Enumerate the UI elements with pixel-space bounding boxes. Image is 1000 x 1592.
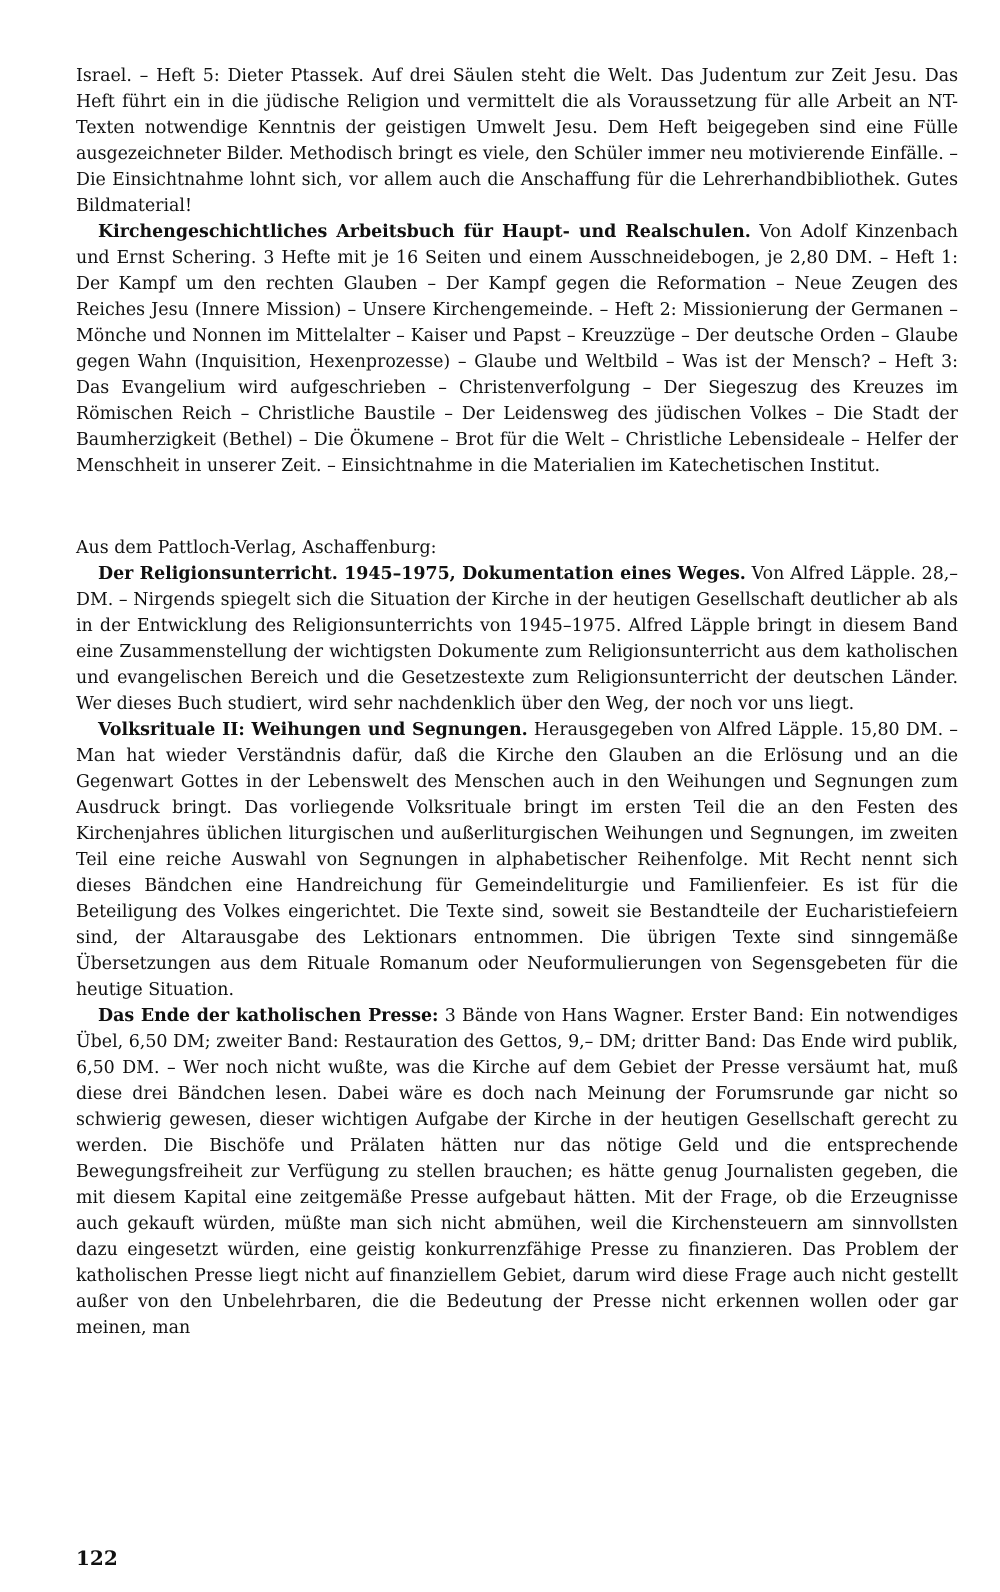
entry-body: Von Adolf Kinzenbach und Ernst Schering. 3 Hefte mit je 16 Seiten und einem Ausschneidebogen, je 2,80 DM. – Heft 1: Der Kampf um den rechten Glauben – Der Kampf gegen die Reformation – Neue Zeugen des Reiches Jesu (Innere Mission) – Unsere Kirchengemeinde. – Heft 2: Missionierung der Germanen – Mönche und Nonnen im Mittelalter – Kaiser und Papst – Kreuzzüge – Der deutsche Orden – Glaube gegen Wahn (Inquisition, Hexenprozesse) – Glaube und Weltbild – Was ist der Mensch? – Heft 3: Das Evangelium wird aufgeschrieben – Christenverfolgung – Der Siegeszug des Kreuzes im Römischen Reich – Christliche Baustile – Der Leidensweg des jüdischen Volkes – Die Stadt der Baumherzigkeit (Bethel) – Die Ökumene – Brot für die Welt – Christliche Lebensideale – Helfer der Menschheit in unserer Zeit. – Einsichtnahme in die Materialien im Katechetischen Institut. [76,222,959,476]
review-entry-religionsunterricht [76,561,958,717]
entry-title: Kirchengeschichtliches Arbeitsbuch für Haupt- und Realschulen. [98,222,751,242]
entry-body: Herausgegeben von Alfred Läpple. 15,80 DM. – Man hat wieder Verständnis dafür, daß die Kirche den Glauben an die Erlösung und an die Gegenwart Gottes in der Lebenswelt des Menschen auch in den Weihungen und Segnungen zum Ausdruck bringt. Das vorliegende Volksrituale bringt im ersten Teil die an den Festen des Kirchenjahres üblichen liturgischen und außerliturgischen Weihungen und Segnungen, im zweiten Teil eine reiche Auswahl von Segnungen in alphabetischer Reihenfolge. Mit Recht nennt sich dieses Bändchen eine Handreichung für Gemeindeliturgie und Familienfeier. Es ist für die Beteiligung des Volkes eingerichtet. Die Texte sind, soweit sie Bestandteile der Eucharistiefeiern sind, der Altarausgabe des Lektionars entnommen. Die übrigen Texte sind sinngemäße Übersetzungen aus dem Rituale Romanum oder Neuformulierungen von Segensgebeten für die heutige Situation. [76,720,959,1000]
entry-title: Volksrituale II: Weihungen und Segnungen. [98,720,528,740]
section-heading: Aus dem Pattloch-Verlag, Aschaffenburg: [76,538,437,558]
review-entry-katholische-presse [76,1003,958,1341]
continuation-paragraph: Israel. – Heft 5: Dieter Ptassek. Auf drei Säulen steht die Welt. Das Judentum zur Zeit Jesu. Das Heft führt ein in die jüdische Religion und vermittelt die als Voraussetzung für alle Arbeit an NT-Texten notwendige Kenntnis der geistigen Umwelt Jesu. Dem Heft beigegeben sind eine Fülle ausgezeichneter Bilder. Methodisch bringt es viele, den Schüler immer neu motivierende Einfälle. – Die Einsichtnahme lohnt sich, vor allem auch die Anschaffung für die Lehrerhandbibliothek. Gutes Bildmaterial! [76,66,958,216]
entry-body: 3 Bände von Hans Wagner. Erster Band: Ein notwendiges Übel, 6,50 DM; zweiter Band: Restauration des Gettos, 9,– DM; dritter Band: Das Ende wird publik, 6,50 DM. – Wer noch nicht wußte, was die Kirche auf dem Gebiet der Presse versäumt hat, muß diese drei Bändchen lesen. Dabei wäre es doch nach Meinung der Forumsrunde gar nicht so schwierig gewesen, dieser wichtigen Aufgabe der Kirche in der heutigen Gesellschaft gerecht zu werden. Die Bischöfe und Prälaten hätten nur das nötige Geld und die entsprechende Bewegungsfreiheit zur Verfügung zu stellen brauchen; es hätte genug Journalisten gegeben, die mit diesem Kapital eine zeitgemäße Presse aufgebaut hätten. Mit der Frage, ob die Erzeugnisse auch gekauft würden, müßte man sich nicht abmühen, weil die Kirchensteuern am sinnvollsten dazu eingesetzt würden, eine geistig konkurrenzfähige Presse zu finanzieren. Das Problem der katholischen Presse liegt nicht auf finanziellem Gebiet, darum wird diese Frage auch nicht gestellt außer von den Unbelehrbaren, die die Bedeutung der Presse nicht erkennen wollen oder gar meinen, man [76,1006,958,1338]
text-column [76,63,958,1341]
section-spacer [76,479,958,535]
page-number: 122 [76,1546,118,1570]
entry-title: Das Ende der katholischen Presse: [98,1006,439,1026]
review-entry-church-history-workbook [76,219,958,479]
entry-body: Von Alfred Läpple. 28,– DM. – Nirgends spiegelt sich die Situation der Kirche in der heutigen Gesellschaft deutlicher ab als in der Entwicklung des Religionsunterrichts von 1945–1975. Alfred Läpple bringt in diesem Band eine Zusammenstellung der wichtigsten Dokumente zum Religionsunterricht aus dem katholischen und evangelischen Bereich und die Gesetzestexte zum Religionsunterricht der deutschen Länder. Wer dieses Buch studiert, wird sehr nachdenklich über den Weg, der noch vor uns liegt. [76,564,958,714]
entry-title: Der Religionsunterricht. 1945–1975, Dokumentation eines Weges. [98,564,746,584]
review-entry-volksrituale [76,717,958,1003]
